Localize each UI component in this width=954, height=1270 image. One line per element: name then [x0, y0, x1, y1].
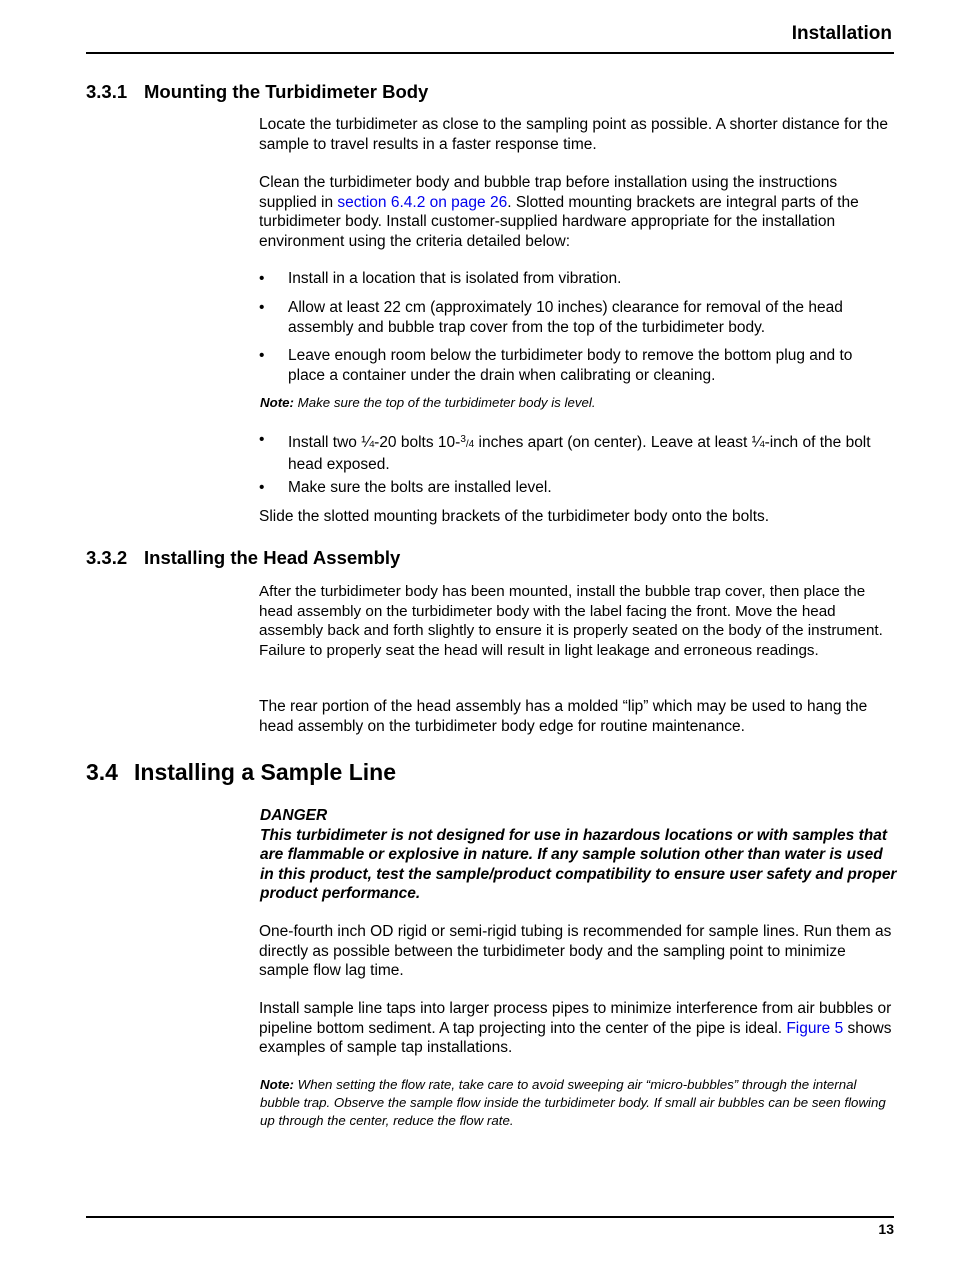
paragraph-after-mounted: After the turbidimeter body has been mounted, install the bubble trap cover, then place the head assembly on the turbidimeter body with the label facing the front. Move the head assembly back and forth slightly to ensure it is properly seated on the body of the instrument. Failure to properly seat the head will result in light leakage and erroneous readings. [259, 583, 883, 659]
bullet-marker: • [259, 347, 265, 364]
danger-notice [260, 806, 900, 904]
figure-link[interactable]: Figure 5 [786, 1019, 844, 1037]
section-heading-3-4 [86, 759, 396, 786]
header-rule [86, 52, 894, 54]
bullet-marker: • [259, 299, 265, 316]
paragraph-slide: Slide the slotted mounting brackets of the turbidimeter body onto the bolts. [259, 508, 770, 525]
section-heading-3-3-2 [86, 547, 400, 569]
section-number: 3.3.1 [86, 81, 128, 102]
paragraph-clean: Clean the turbidimeter body and bubble trap before installation using the instructions supplied in section 6.4.2 on page 26. Slotted mounting brackets are integral parts of the turbidimeter body. Install customer-supplied hardware appropriate for the installation environment using the criteria detailed below: [259, 174, 859, 250]
paragraph-taps: Install sample line taps into larger process pipes to minimize interference from air bubbles or pipeline bottom sediment. A tap projecting into the center of the pipe is ideal. Figure 5 shows examples of sample tap installations. [259, 1000, 892, 1056]
page-number: 13 [878, 1221, 894, 1237]
section-link[interactable]: section 6.4.2 on page 26 [337, 193, 508, 211]
section-heading-3-3-1 [86, 81, 428, 103]
running-header-title: Installation [791, 23, 892, 44]
danger-text: This turbidimeter is not designed for use in hazardous locations or with samples that are flammable or explosive in nature. If any sample solution other than water is used in this product, test the sample/product compatibility to ensure user safety and proper product performance. [260, 826, 897, 902]
list-item: • Install in a location that is isolated from vibration. [259, 270, 622, 287]
section-title: Installing a Sample Line [134, 759, 397, 785]
bullet-marker: • [259, 431, 265, 448]
paragraph-locate: Locate the turbidimeter as close to the sampling point as possible. A shorter distance for the sample to travel results in a faster response time. [259, 116, 888, 153]
paragraph-tubing: One-fourth inch OD rigid or semi-rigid tubing is recommended for sample lines. Run them as directly as possible between the turbidimeter body and the sampling point to minimize sample flow lag time. [259, 923, 892, 979]
note-level: Note: Make sure the top of the turbidimeter body is level. [260, 395, 596, 410]
paragraph-rear-portion: The rear portion of the head assembly has a molded “lip” which may be used to hang the head assembly on the turbidimeter body edge for routine maintenance. [259, 698, 868, 735]
note-flow-rate: Note: When setting the flow rate, take care to avoid sweeping air “micro-bubbles” through the internal bubble trap. Observe the sample flow inside the turbidimeter body. If small air bubbles can be seen flowing up through the center, reduce the flow rate. [260, 1077, 886, 1128]
note-label: Note: [260, 395, 294, 410]
bullet-marker: • [259, 479, 265, 496]
bullet-marker: • [259, 270, 265, 287]
list-item: • Make sure the bolts are installed level. [259, 479, 552, 496]
footer-rule [86, 1216, 894, 1218]
list-item: • Leave enough room below the turbidimeter body to remove the bottom plug and to place a container under the drain when calibrating or cleaning. [259, 347, 853, 384]
section-title: Mounting the Turbidimeter Body [144, 81, 429, 102]
section-title: Installing the Head Assembly [144, 547, 401, 568]
section-number: 3.3.2 [86, 547, 128, 568]
section-number: 3.4 [86, 759, 118, 785]
danger-label: DANGER [260, 807, 328, 824]
list-item: • Allow at least 22 cm (approximately 10 inches) clearance for removal of the head assembly and bubble trap cover from the top of the turbidimeter body. [259, 299, 843, 336]
list-item: • Install two ¼-20 bolts 10-$^3$/4 inches apart (on center). Leave at least ¼-inch of the bolt head exposed. [259, 431, 871, 473]
note-label: Note: [260, 1077, 294, 1092]
